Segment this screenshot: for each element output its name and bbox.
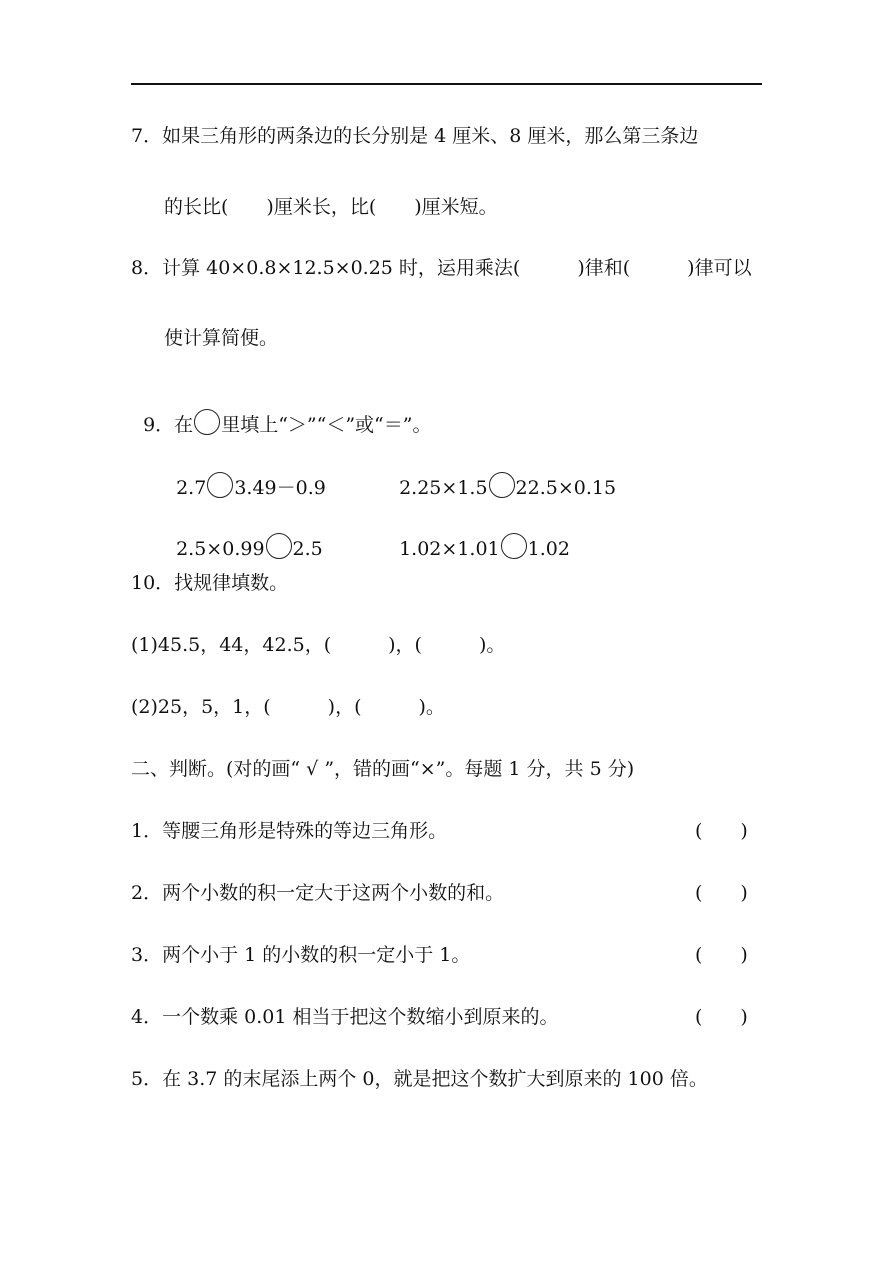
judge-item-1-blank[interactable]: ( ) xyxy=(695,820,748,842)
q9-item-4-left: 1.02×1.01 xyxy=(399,538,500,560)
q9-item-1 xyxy=(164,448,326,500)
q9-item-2-right: 22.5×0.15 xyxy=(515,477,617,499)
q8-line2: 使计算简便。 xyxy=(164,327,279,349)
q9-item-3-right: 2.5 xyxy=(292,538,323,560)
answer-circle-icon[interactable] xyxy=(489,472,515,498)
judge-item-3-text: 3．两个小于 1 的小数的积一定小于 1。 xyxy=(131,944,471,966)
judge-item-2-blank[interactable]: ( ) xyxy=(695,882,748,904)
judge-item-4-blank[interactable]: ( ) xyxy=(695,1006,748,1028)
q9-prefix: 9．在 xyxy=(143,414,194,436)
q9-item-1-right: 3.49－0.9 xyxy=(234,477,326,499)
q10-part2: (2)25，5，1，( )，( )。 xyxy=(131,696,445,718)
q7-line1: 7．如果三角形的两条边的长分别是 4 厘米、8 厘米，那么第三条边 xyxy=(131,125,699,147)
q9-item-4 xyxy=(387,509,570,561)
judge-item-2-text: 2．两个小数的积一定大于这两个小数的和。 xyxy=(131,882,505,904)
q9-item-3-left: 2.5×0.99 xyxy=(176,538,265,560)
q9-item-2 xyxy=(387,448,616,500)
q8-line1: 8．计算 40×0.8×12.5×0.25 时，运用乘法( )律和( )律可以 xyxy=(131,257,752,279)
answer-circle-icon[interactable] xyxy=(207,472,233,498)
judge-item-1-text: 1．等腰三角形是特殊的等边三角形。 xyxy=(131,820,448,842)
q9-prompt xyxy=(131,385,431,437)
q10-title: 10．找规律填数。 xyxy=(131,572,289,594)
q9-item-4-right: 1.02 xyxy=(527,538,570,560)
top-rule xyxy=(131,83,762,85)
answer-circle-icon xyxy=(194,409,220,435)
judge-item-4-text: 4．一个数乘 0.01 相当于把这个数缩小到原来的。 xyxy=(131,1006,559,1028)
answer-circle-icon[interactable] xyxy=(266,533,292,559)
judge-item-3-blank[interactable]: ( ) xyxy=(695,944,748,966)
section2-heading: 二、判断。(对的画“ √ ”，错的画“×”。每题 1 分，共 5 分) xyxy=(131,758,635,780)
q10-part1: (1)45.5，44，42.5，( )，( )。 xyxy=(131,634,506,656)
answer-circle-icon[interactable] xyxy=(501,533,527,559)
q9-item-3 xyxy=(164,509,323,561)
q9-suffix: 里填上“＞”“＜”或“＝”。 xyxy=(221,414,432,436)
q9-item-1-left: 2.7 xyxy=(176,477,207,499)
judge-item-5-text: 5．在 3.7 的末尾添上两个 0，就是把这个数扩大到原来的 100 倍。 xyxy=(131,1068,708,1090)
q9-item-2-left: 2.25×1.5 xyxy=(399,477,488,499)
q7-line2: 的长比( )厘米长，比( )厘米短。 xyxy=(164,196,498,218)
